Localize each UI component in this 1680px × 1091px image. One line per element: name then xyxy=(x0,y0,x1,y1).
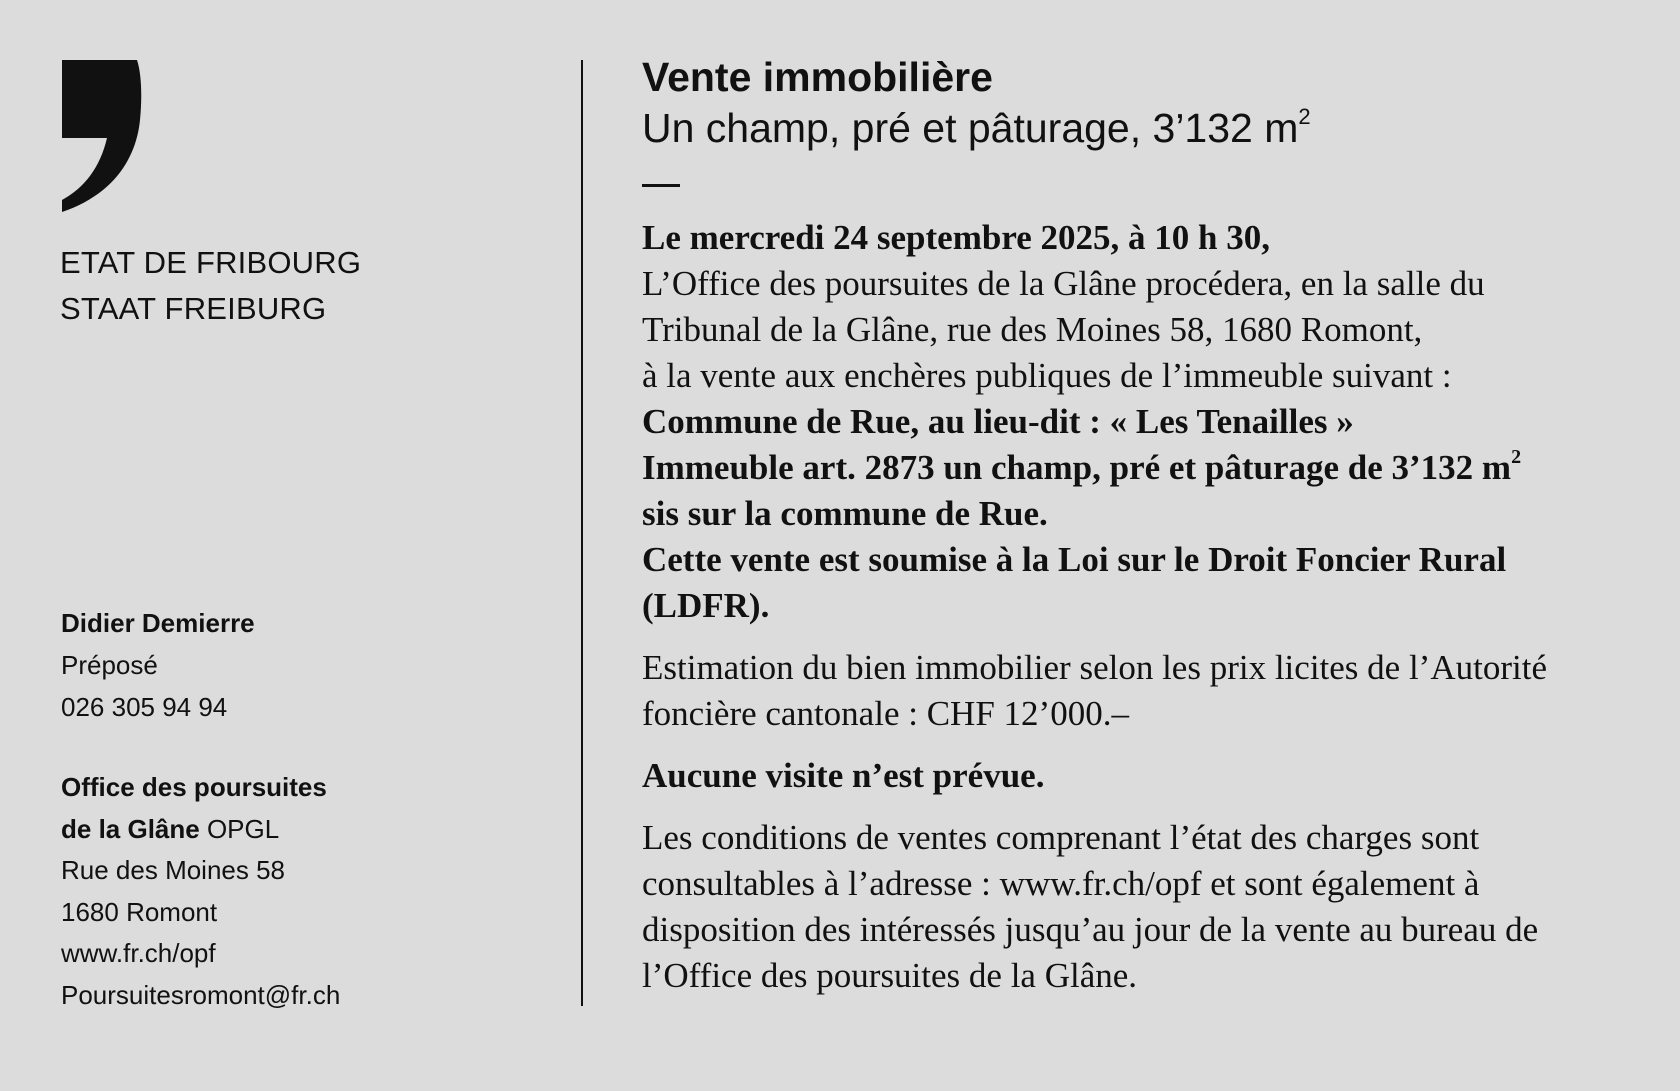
immeuble-line-text: Immeuble art. 2873 un champ, pré et pâturage de 3’132 m xyxy=(642,448,1512,487)
immeuble-line-sup: 2 xyxy=(1511,446,1522,468)
state-name-de: STAAT FREIBURG xyxy=(60,291,327,326)
contact-block xyxy=(61,602,255,728)
contact-name: Didier Demierre xyxy=(61,608,255,638)
date-line: Le mercredi 24 septembre 2025, à 10 h 30, xyxy=(642,218,1270,257)
notice-subtitle-text: Un champ, pré et pâturage, 3’132 m xyxy=(642,105,1299,151)
contact-role: Préposé xyxy=(61,650,158,680)
state-name-fr: ETAT DE FRIBOURG xyxy=(60,245,362,280)
office-website-link[interactable]: www.fr.ch/opf xyxy=(61,938,216,968)
office-email-link[interactable]: Poursuitesromont@fr.ch xyxy=(61,979,341,1010)
office-name-bold: de la Glâne xyxy=(61,813,200,844)
office-street: Rue des Moines 58 xyxy=(61,855,286,885)
notice-content xyxy=(642,52,1642,999)
commune-line: Commune de Rue, au lieu-dit : « Les Tenailles » xyxy=(642,402,1354,441)
ldfr-line-2: (LDFR). xyxy=(642,586,770,625)
ldfr-line-1: Cette vente est soumise à la Loi sur le Droit Foncier Rural xyxy=(642,540,1507,579)
title-dash xyxy=(642,184,680,187)
visit-line: Aucune visite n’est prévue. xyxy=(642,756,1045,795)
office-name-line1: Office des poursuites xyxy=(61,772,327,802)
intro-line-3: à la vente aux enchères publiques de l’immeuble suivant : xyxy=(642,356,1452,395)
office-block xyxy=(61,767,340,1016)
conditions-line-1: Les conditions de ventes comprenant l’état des charges sont xyxy=(642,818,1480,857)
intro-line-2: Tribunal de la Glâne, rue des Moines 58, 1680 Romont, xyxy=(642,310,1423,349)
state-name xyxy=(60,240,361,332)
notice-subtitle xyxy=(642,102,1642,154)
comma-logo-icon xyxy=(62,60,142,212)
estimation-line-2: foncière cantonale : CHF 12’000.– xyxy=(642,694,1129,733)
immeuble-line xyxy=(642,445,1642,491)
intro-line-1: L’Office des poursuites de la Glâne procédera, en la salle du xyxy=(642,264,1485,303)
conditions-line-3: disposition des intéressés jusqu’au jour de la vente au bureau de xyxy=(642,910,1539,949)
notice-body xyxy=(642,215,1642,999)
office-city: 1680 Romont xyxy=(61,896,218,927)
estimation-line-1: Estimation du bien immobilier selon les prix licites de l’Autorité xyxy=(642,648,1547,687)
column-divider xyxy=(581,60,583,1006)
office-abbrev: OPGL xyxy=(199,813,280,844)
conditions-line-2: consultables à l’adresse : www.fr.ch/opf et sont également à xyxy=(642,864,1480,903)
office-name-line2 xyxy=(61,809,340,851)
contact-phone: 026 305 94 94 xyxy=(61,692,228,722)
notice-subtitle-sup: 2 xyxy=(1298,104,1311,129)
sis-line: sis sur la commune de Rue. xyxy=(642,494,1048,533)
notice-title: Vente immobilière xyxy=(642,54,993,100)
conditions-line-4: l’Office des poursuites de la Glâne. xyxy=(642,956,1138,995)
